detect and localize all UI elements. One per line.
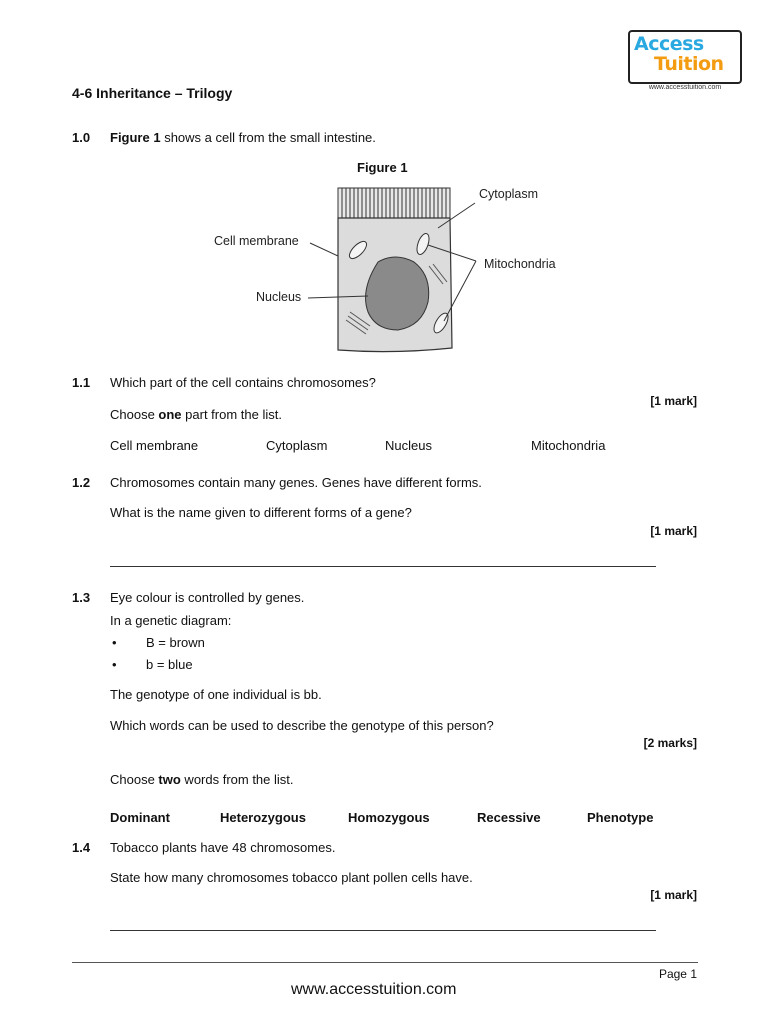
question-1-4-statement: Tobacco plants have 48 chromosomes. [110, 840, 336, 855]
question-1-1-text: Which part of the cell contains chromosomes? [110, 375, 376, 390]
label-cell-membrane: Cell membrane [214, 234, 299, 248]
bullet-2: • [112, 657, 117, 672]
label-mitochondria: Mitochondria [484, 257, 556, 271]
answer-line-1-4[interactable] [110, 930, 656, 931]
choose-instruction-1-3: Choose two words from the list. [110, 772, 294, 787]
question-number-1-4: 1.4 [72, 840, 91, 855]
footer-divider [72, 962, 698, 963]
option-recessive: Recessive [477, 810, 541, 825]
marks-1-1: [1 mark] [650, 394, 697, 408]
answer-line-1-2[interactable] [110, 566, 656, 567]
option-homozygous: Homozygous [348, 810, 430, 825]
bullet-1: • [112, 635, 117, 650]
question-number-1-2: 1.2 [72, 475, 91, 490]
logo-url: www.accesstuition.com [648, 84, 722, 91]
question-number-1-0: 1.0 [72, 130, 91, 145]
bullet-text-brown: B = brown [146, 635, 205, 650]
option-nucleus: Nucleus [385, 438, 432, 453]
question-number-1-3: 1.3 [72, 590, 91, 605]
question-1-2-text: What is the name given to different forms of a gene? [110, 505, 412, 520]
page-title: 4-6 Inheritance – Trilogy [72, 85, 233, 101]
question-1-0-text [110, 130, 376, 145]
question-number-1-1: 1.1 [72, 375, 91, 390]
question-1-2-statement: Chromosomes contain many genes. Genes have different forms. [110, 475, 482, 490]
marks-1-3: [2 marks] [643, 736, 697, 750]
option-dominant: Dominant [110, 810, 170, 825]
question-1-0-body: shows a cell from the small intestine. [160, 130, 376, 145]
question-1-3-text: Which words can be used to describe the genotype of this person? [110, 718, 494, 733]
label-cytoplasm: Cytoplasm [479, 187, 539, 201]
question-1-4-text: State how many chromosomes tobacco plant pollen cells have. [110, 870, 473, 885]
figure-ref: Figure 1 [110, 130, 161, 145]
option-heterozygous: Heterozygous [220, 810, 306, 825]
marks-1-2: [1 mark] [650, 524, 697, 538]
footer-url: www.accesstuition.com [291, 981, 457, 998]
access-tuition-logo [628, 30, 742, 91]
question-1-3-intro: In a genetic diagram: [110, 613, 232, 628]
bullet-text-blue: b = blue [146, 657, 193, 672]
marks-1-4: [1 mark] [650, 888, 697, 902]
question-1-3-statement: Eye colour is controlled by genes. [110, 590, 305, 605]
choose-instruction-1-1: Choose one part from the list. [110, 407, 282, 422]
question-1-3-genotype: The genotype of one individual is bb. [110, 687, 322, 702]
figure-title: Figure 1 [357, 160, 408, 175]
label-nucleus: Nucleus [256, 290, 302, 304]
option-mitochondria: Mitochondria [531, 438, 606, 453]
logo-text-tuition: Tuition [654, 53, 724, 75]
nucleus-shape [366, 257, 429, 330]
option-cell-membrane: Cell membrane [110, 438, 199, 453]
option-cytoplasm: Cytoplasm [266, 438, 328, 453]
logo-text-access: Access [634, 33, 704, 55]
page-number: Page 1 [658, 967, 697, 981]
option-phenotype: Phenotype [587, 810, 654, 825]
